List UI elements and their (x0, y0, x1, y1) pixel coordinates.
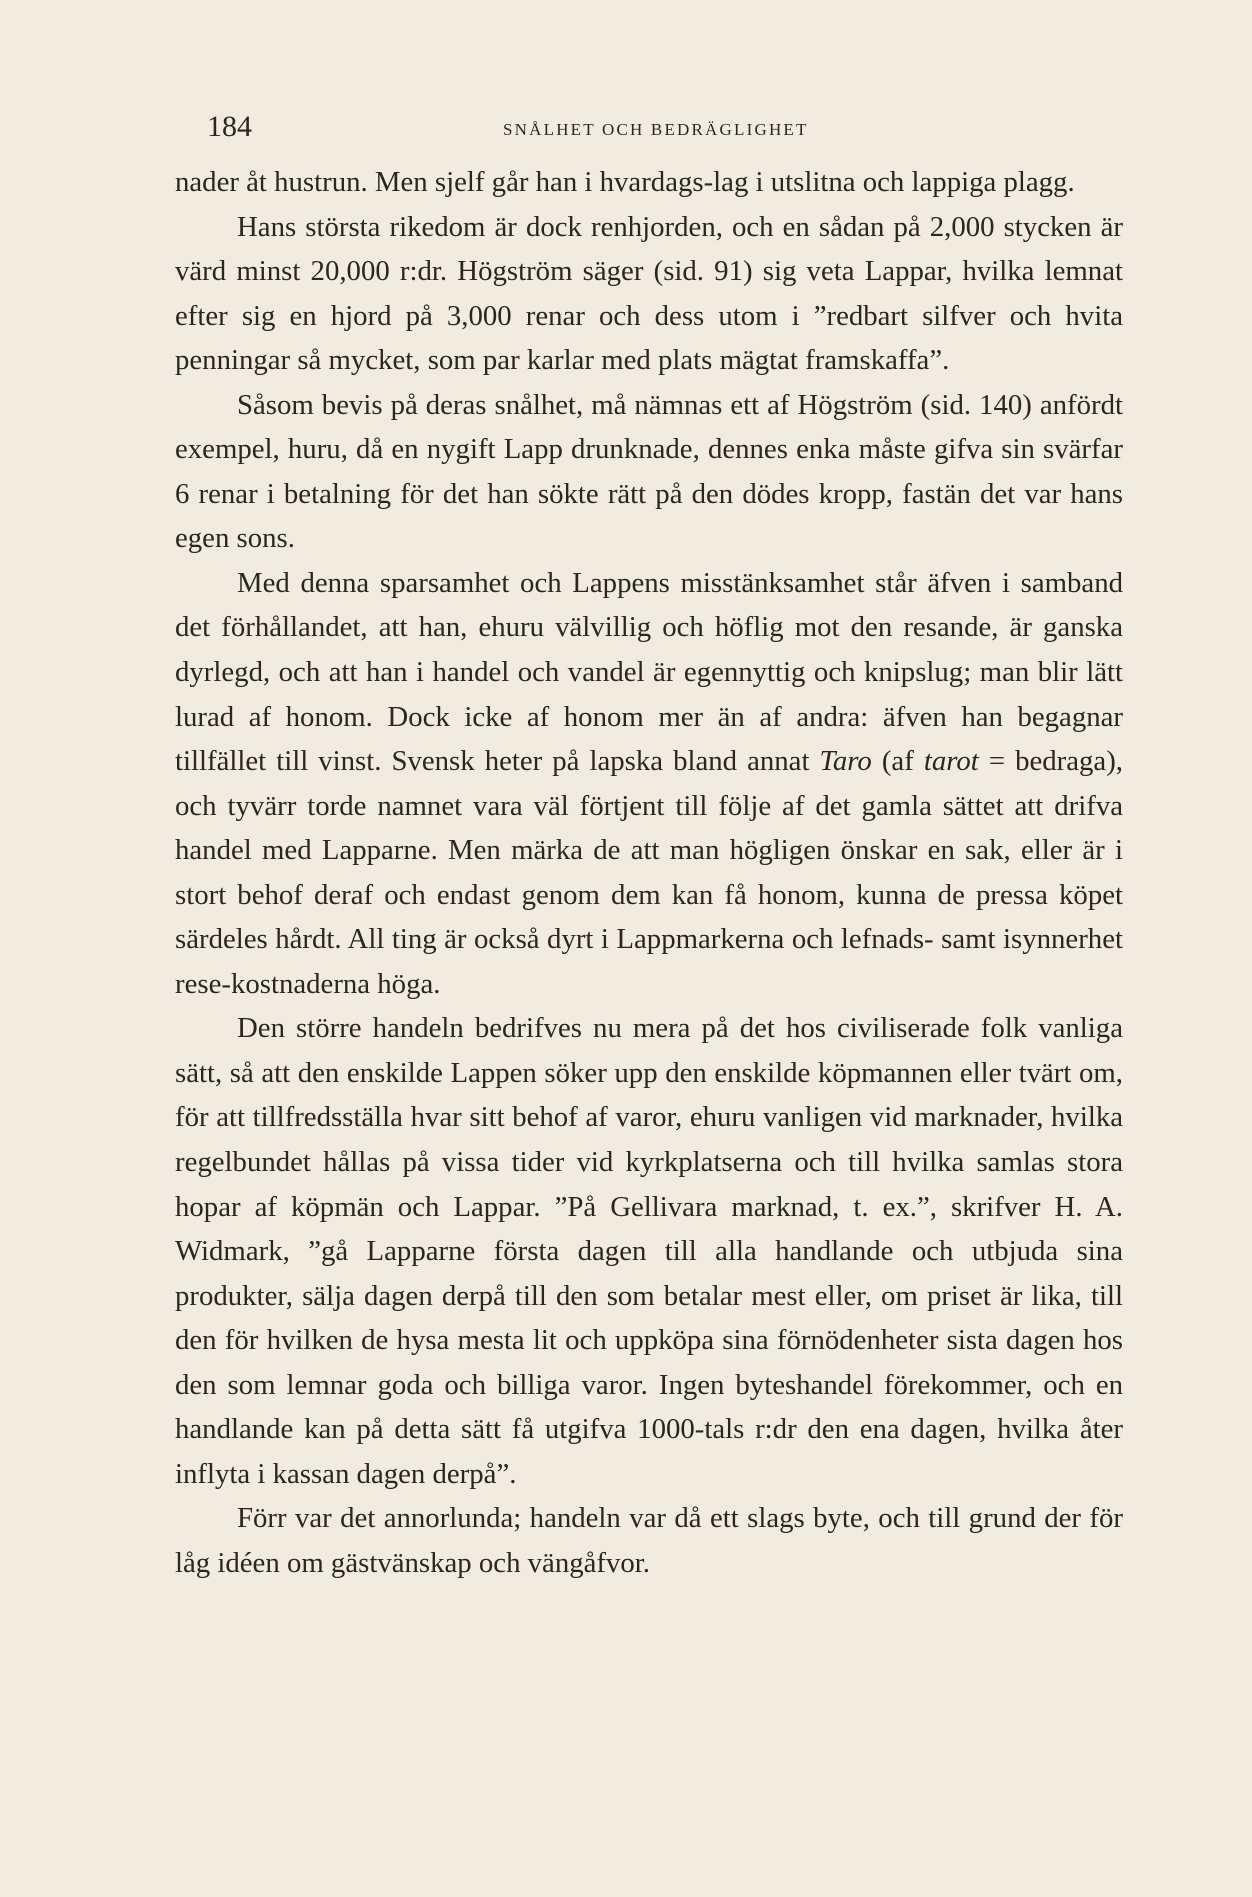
text-segment: Såsom bevis på deras snålhet, må nämnas ett af Högström (sid. 140) anfördt exempel, huru, då en nygift Lapp drunknade, dennes enka måste gifva sin svärfar 6 renar i betalning för det han sökte rätt på den dödes kropp, fastän det var hans egen sons. (175, 388, 1123, 555)
page-number: 184 (207, 110, 252, 143)
text-segment: Med denna sparsamhet och Lappens misstänksamhet står äfven i samband det förhållandet, att han, ehuru välvillig och höflig mot den resande, är ganska dyrlegd, och att han i handel och vandel är egennyttig och knipslug; man blir lätt lurad af honom. Dock icke af honom mer än af andra: äfven han begagnar tillfället till vinst. Svensk heter på lapska bland annat (175, 566, 1123, 778)
text-segment: Hans största rikedom är dock renhjorden, och en sådan på 2,000 stycken är värd minst 20,000 r:dr. Högström säger (sid. 91) sig veta Lappar, hvilka lemnat efter sig en hjord på 3,000 renar och dess utom i ”redbart silfver och hvita penningar så mycket, som par karlar med plats mägtat framskaffa”. (175, 210, 1123, 377)
paragraph (175, 1006, 1123, 1496)
paragraph (175, 205, 1123, 383)
text-segment: (af (871, 745, 924, 778)
paragraph (175, 160, 1123, 205)
italic-term: Taro (819, 745, 872, 778)
text-segment: Den större handeln bedrifves nu mera på det hos civiliserade folk vanliga sätt, så att den enskilde Lappen söker upp den enskilde köpmannen eller tvärt om, för att tillfredsställa hvar sitt behof af varor, ehuru vanligen vid marknader, hvilka regelbundet hållas på vissa tider vid kyrkplatserna och till hvilka samlas stora hopar af köpmän och Lappar. ”På Gellivara marknad, t. ex.”, skrifver H. A. Widmark, ”gå Lapparne första dagen till alla handlande och utbjuda sina produkter, sälja dagen derpå till den som betalar mest eller, om priset är lika, till den för hvilken de hysa mesta lit och uppköpa sina förnödenheter sista dagen hos den som lemnar goda och billiga varor. Ingen byteshandel förekommer, och en handlande kan på detta sätt få utgifva 1000-tals r:dr den ena dagen, hvilka åter inflyta i kassan dagen derpå”. (175, 1012, 1123, 1490)
body-text (175, 160, 1123, 1586)
page-header (207, 110, 1123, 144)
text-segment: Förr var det annorlunda; handeln var då ett slags byte, och till grund der för låg idéen om gästvänskap och vängåfvor. (175, 1502, 1123, 1579)
paragraph (175, 561, 1123, 1006)
italic-term: tarot (923, 745, 979, 778)
paragraph (175, 1496, 1123, 1585)
running-title: SNÅLHET OCH BEDRÄGLIGHET (503, 120, 809, 139)
text-segment: nader åt hustrun. Men sjelf går han i hvardags-lag i utslitna och lappiga plagg. (175, 166, 1075, 198)
text-segment: = bedraga), och tyvärr torde namnet vara väl förtjent till följe af det gamla sättet att drifva handel med Lapparne. Men märka de att man högligen önskar en sak, eller är i stort behof deraf och endast genom dem kan få honom, kunna de pressa köpet särdeles hårdt. All ting är också dyrt i Lappmarkerna och lefnads- samt isynnerhet rese-kostnaderna höga. (175, 745, 1124, 1000)
paragraph (175, 383, 1123, 561)
